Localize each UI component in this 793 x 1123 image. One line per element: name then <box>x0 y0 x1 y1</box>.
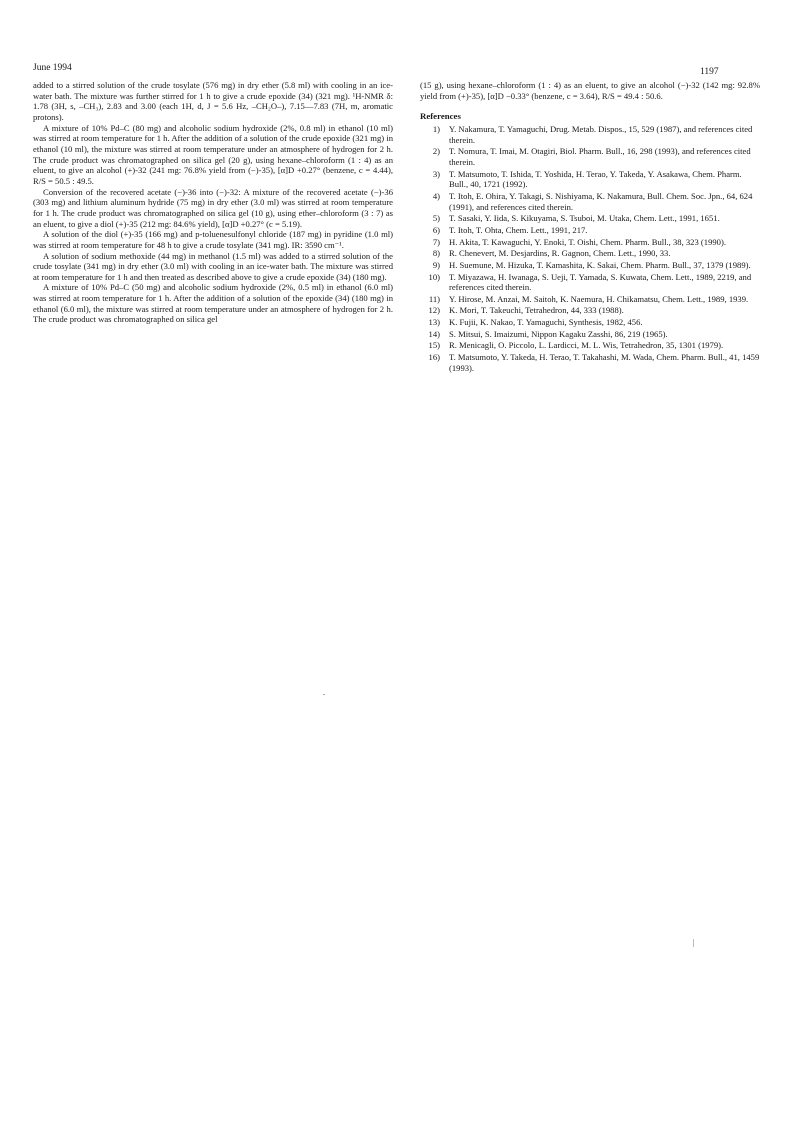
reference-text: T. Matsumoto, T. Ishida, T. Yoshida, H. Terao, Y. Takeda, Y. Asakawa, Chem. Pharm. Bull., 40, 1721 (1992). <box>449 168 742 190</box>
page-number: 1197 <box>700 67 719 77</box>
paragraph: A mixture of 10% Pd–C (80 mg) and alcoholic sodium hydroxide (2%, 0.8 ml) in ethanol (10 ml) was stirred at room temperature for 1 h. After the addition of a solution of the crude epoxide (321 mg) in ethanol (10 ml), the mixture was stirred at room temperature under an atmosphere of hydrogen for 2 h. The crude product was chromatographed on silica gel (20 g), using hexane–chloroform (1 : 4) as an eluent, to give an alcohol (+)-32 (241 mg: 76.8% yield from (−)-35), [α]D +0.27° (benzene, c = 4.44), R/S = 50.5 : 49.5. <box>33 122 393 186</box>
reference-number: 7) <box>432 236 440 247</box>
reference-item <box>420 191 760 212</box>
reference-number: 6) <box>432 224 440 235</box>
reference-text: K. Mori, T. Takeuchi, Tetrahedron, 44, 333 (1988). <box>449 305 624 316</box>
references-heading: References <box>420 111 461 122</box>
reference-text: R. Menicagli, O. Piccolo, L. Lardicci, M. L. Wis, Tetrahedron, 35, 1301 (1979). <box>449 340 724 351</box>
reference-item <box>420 294 760 305</box>
reference-number: 2) <box>432 146 440 157</box>
reference-number: 9) <box>432 259 440 270</box>
reference-item <box>420 225 760 236</box>
paragraph: A solution of the diol (+)-35 (166 mg) and p-toluenesulfonyl chloride (187 mg) in pyridine (1.0 ml) was stirred at room temperature for 48 h to give a crude tosylate (341 mg). IR: 3590 cm⁻¹. <box>33 229 393 250</box>
reference-number: 3) <box>432 168 440 179</box>
reference-number: 10) <box>428 271 440 282</box>
right-column <box>420 80 760 374</box>
reference-item <box>420 124 760 145</box>
reference-number: 12) <box>428 305 440 316</box>
paragraph: (15 g), using hexane–chloroform (1 : 4) as an eluent, to give an alcohol (−)-32 (142 mg: 92.8% yield from (+)-35), [α]D −0.33° (benzene, c = 3.64), R/S = 49.4 : 50.6. <box>420 80 760 101</box>
scan-speck <box>323 694 325 695</box>
reference-number: 8) <box>432 248 440 259</box>
reference-number: 11) <box>428 293 440 304</box>
reference-item <box>420 329 760 340</box>
reference-number: 14) <box>428 328 440 339</box>
reference-text: S. Mitsui, S. Imaizumi, Nippon Kagaku Zasshi, 86, 219 (1965). <box>449 328 668 339</box>
page-header-date: June 1994 <box>33 63 72 73</box>
reference-number: 15) <box>428 340 440 351</box>
reference-text: H. Akita, T. Kawaguchi, Y. Enoki, T. Oishi, Chem. Pharm. Bull., 38, 323 (1990). <box>449 236 726 247</box>
reference-item <box>420 340 760 351</box>
left-column <box>33 80 393 325</box>
reference-item <box>420 272 760 293</box>
reference-text: K. Fujii, K. Nakao, T. Yamaguchi, Synthesis, 1982, 456. <box>449 317 643 328</box>
reference-text: Y. Hirose, M. Anzai, M. Saitoh, K. Naemura, H. Chikamatsu, Chem. Lett., 1989, 1939. <box>449 293 749 304</box>
reference-text: T. Miyazawa, H. Iwanaga, S. Ueji, T. Yamada, S. Kuwata, Chem. Lett., 1989, 2219, and references cited therein. <box>449 271 752 293</box>
reference-item <box>420 260 760 271</box>
reference-text: T. Itoh, E. Ohira, Y. Takagi, S. Nishiyama, K. Nakamura, Bull. Chem. Soc. Jpn., 64, 624 (1991), and references cited therein. <box>449 190 753 212</box>
paragraph: A mixture of 10% Pd–C (50 mg) and alcoholic sodium hydroxide (2%, 0.5 ml) in ethanol (6.0 ml) was stirred at room temperature for 1 h. After the addition of a solution of the epoxide (34) (180 mg) in ethanol (6.0 ml), the mixture was stirred at room temperature under an atmosphere of hydrogen for 2 h. The crude product was chromatographed on silica gel <box>33 282 393 325</box>
reference-text: R. Chenevert, M. Desjardins, R. Gagnon, Chem. Lett., 1990, 33. <box>449 248 671 259</box>
reference-item <box>420 213 760 224</box>
reference-list <box>420 124 760 373</box>
reference-item <box>420 317 760 328</box>
reference-text: T. Matsumoto, Y. Takeda, H. Terao, T. Takahashi, M. Wada, Chem. Pharm. Bull., 41, 1459 (1993). <box>449 352 760 373</box>
reference-item <box>420 248 760 259</box>
reference-number: 13) <box>428 317 440 328</box>
reference-text: T. Itoh, T. Ohta, Chem. Lett., 1991, 217. <box>449 224 588 235</box>
paragraph: added to a stirred solution of the crude tosylate (576 mg) in dry ether (5.8 ml) with cooling in an ice-water bath. The mixture was further stirred for 1 h to give a crude epoxide (34) (321 mg). ¹H-NMR δ: 1.78 (3H, s, –CH₃), 2.83 and 3.00 (each 1H, d, J = 5.6 Hz, –CH₂O–), 7.15—7.83 (7H, m, aromatic protons). <box>33 80 393 122</box>
reference-text: Y. Nakamura, T. Yamaguchi, Drug. Metab. Dispos., 15, 529 (1987), and references cited therein. <box>449 123 753 145</box>
reference-text: H. Suemune, M. Hizuka, T. Kamashita, K. Sakai, Chem. Pharm. Bull., 37, 1379 (1989). <box>449 259 751 270</box>
reference-item <box>420 352 760 373</box>
paragraph: Conversion of the recovered acetate (−)-36 into (−)-32: A mixture of the recovered acetate (−)-36 (303 mg) and lithium aluminum hydride (75 mg) in dry ether (3.0 ml) was stirred at room temperature for 1 h. The crude product was chromatographed on silica gel (10 g), using ether–chloroform (3 : 7) as an eluent, to give a diol (+)-35 (212 mg: 84.6% yield), [α]D +0.27° (c = 5.19). <box>33 186 393 229</box>
reference-item <box>420 146 760 167</box>
reference-number: 4) <box>432 190 440 201</box>
reference-item <box>420 169 760 190</box>
paragraph: A solution of sodium methoxide (44 mg) in methanol (1.5 ml) was added to a stirred solution of the crude tosylate (341 mg) in dry ether (3.0 ml) with cooling in an ice-water bath. The mixture was stirred at room temperature for 1 h and then treated as described above to give a crude epoxide (34) (180 mg). <box>33 250 393 282</box>
reference-item <box>420 237 760 248</box>
reference-number: 16) <box>428 352 440 363</box>
reference-item <box>420 305 760 316</box>
reference-text: T. Sasaki, Y. Iida, S. Kikuyama, S. Tsuboi, M. Utaka, Chem. Lett., 1991, 1651. <box>449 213 720 224</box>
scan-mark <box>693 939 694 947</box>
reference-number: 1) <box>432 123 440 134</box>
reference-text: T. Nomura, T. Imai, M. Otagiri, Biol. Pharm. Bull., 16, 298 (1993), and references cited therein. <box>449 146 751 167</box>
reference-number: 5) <box>432 213 440 224</box>
